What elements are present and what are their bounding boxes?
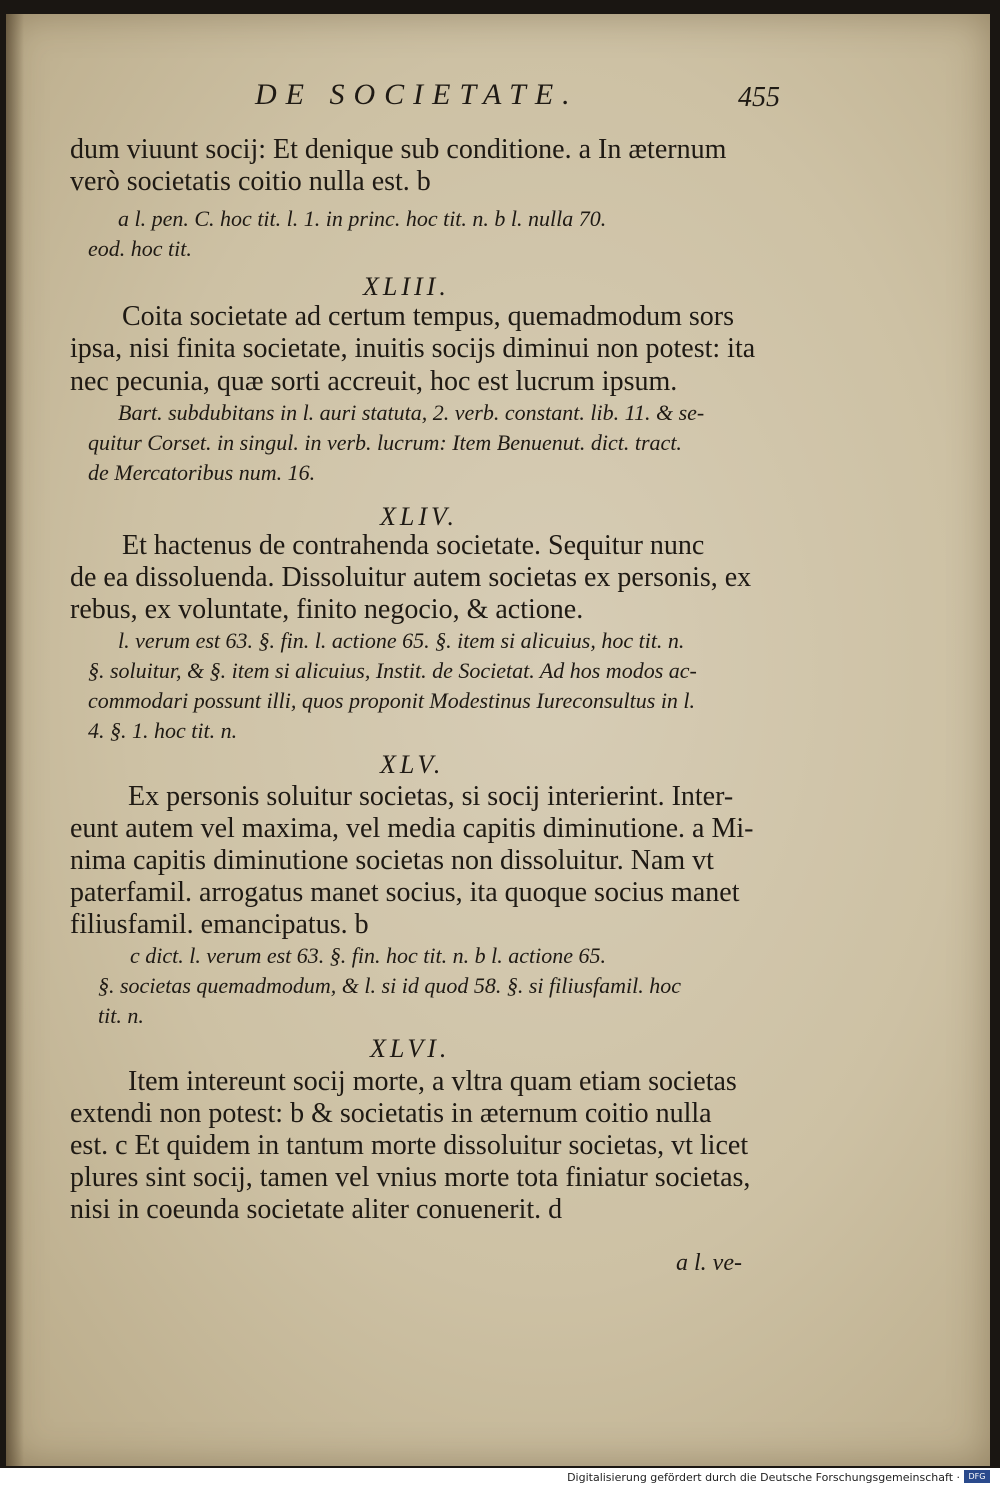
section-heading-46: XLVI. (370, 1034, 451, 1063)
body-line: nisi in coeunda societate aliter conuenerit. d (70, 1194, 563, 1225)
body-line: extendi non potest: b & societatis in æternum coitio nulla (70, 1098, 712, 1129)
section-heading-45: XLV. (380, 750, 445, 779)
body-line: rebus, ex voluntate, finito negocio, & actione. (70, 594, 584, 625)
page-gutter-shadow (6, 14, 24, 1466)
dfg-logo: DFG (964, 1470, 990, 1483)
body-line: paterfamil. arrogatus manet socius, ita quoque socius manet (70, 877, 740, 908)
body-line: verò societatis coitio nulla est. b (70, 166, 431, 197)
section-heading-44: XLIV. (380, 502, 459, 531)
note-line: Bart. subdubitans in l. auri statuta, 2. verb. constant. lib. 11. & se- (118, 400, 705, 425)
catchword: a l. ve- (676, 1250, 742, 1276)
body-line: dum viuunt socij: Et denique sub conditione. a In æternum (70, 134, 727, 165)
body-line: Ex personis soluitur societas, si socij interierint. Inter- (128, 781, 734, 812)
body-line: plures sint socij, tamen vel vnius morte tota finiatur societas, (70, 1162, 751, 1193)
body-line: ipsa, nisi finita societate, inuitis socijs diminui non potest: ita (70, 333, 756, 364)
body-line: Item intereunt socij morte, a vltra quam etiam societas (128, 1066, 737, 1097)
funding-credit: Digitalisierung gefördert durch die Deutsche Forschungsgemeinschaft · (567, 1471, 960, 1484)
page-number: 455 (738, 82, 780, 113)
note-line: §. societas quemadmodum, & l. si id quod 58. §. si filiusfamil. hoc (98, 973, 681, 998)
note-line: c dict. l. verum est 63. §. fin. hoc tit. n. b l. actione 65. (130, 943, 606, 968)
body-line: est. c Et quidem in tantum morte dissoluitur societas, vt licet (70, 1130, 749, 1161)
note-line: §. soluitur, & §. item si alicuius, Instit. de Societat. Ad hos modos ac- (88, 658, 697, 683)
note-line: de Mercatoribus num. 16. (88, 460, 316, 485)
body-line: nec pecunia, quæ sorti accreuit, hoc est lucrum ipsum. (70, 366, 678, 397)
body-line: nima capitis diminutione societas non dissoluitur. Nam vt (70, 845, 714, 876)
section-heading-43: XLIII. (363, 272, 450, 301)
body-line: de ea dissoluenda. Dissoluitur autem societas ex personis, ex (70, 562, 752, 593)
note-line: l. verum est 63. §. fin. l. actione 65. §. item si alicuius, hoc tit. n. (118, 628, 685, 653)
note-line: commodari possunt illi, quos proponit Modestinus Iureconsultus in l. (88, 688, 696, 713)
note-line: 4. §. 1. hoc tit. n. (88, 718, 238, 743)
note-line: tit. n. (98, 1003, 144, 1028)
body-line: Coita societate ad certum tempus, quemadmodum sors (122, 301, 734, 332)
body-line: filiusfamil. emancipatus. b (70, 909, 369, 940)
note-line: eod. hoc tit. (88, 236, 192, 261)
note-line: a l. pen. C. hoc tit. l. 1. in princ. hoc tit. n. b l. nulla 70. (118, 206, 607, 231)
note-line: quitur Corset. in singul. in verb. lucrum: Item Benuenut. dict. tract. (88, 430, 682, 455)
running-title: DE SOCIETATE. (255, 78, 579, 111)
body-line: eunt autem vel maxima, vel media capitis diminutione. a Mi- (70, 813, 754, 844)
body-line: Et hactenus de contrahenda societate. Sequitur nunc (122, 530, 705, 561)
